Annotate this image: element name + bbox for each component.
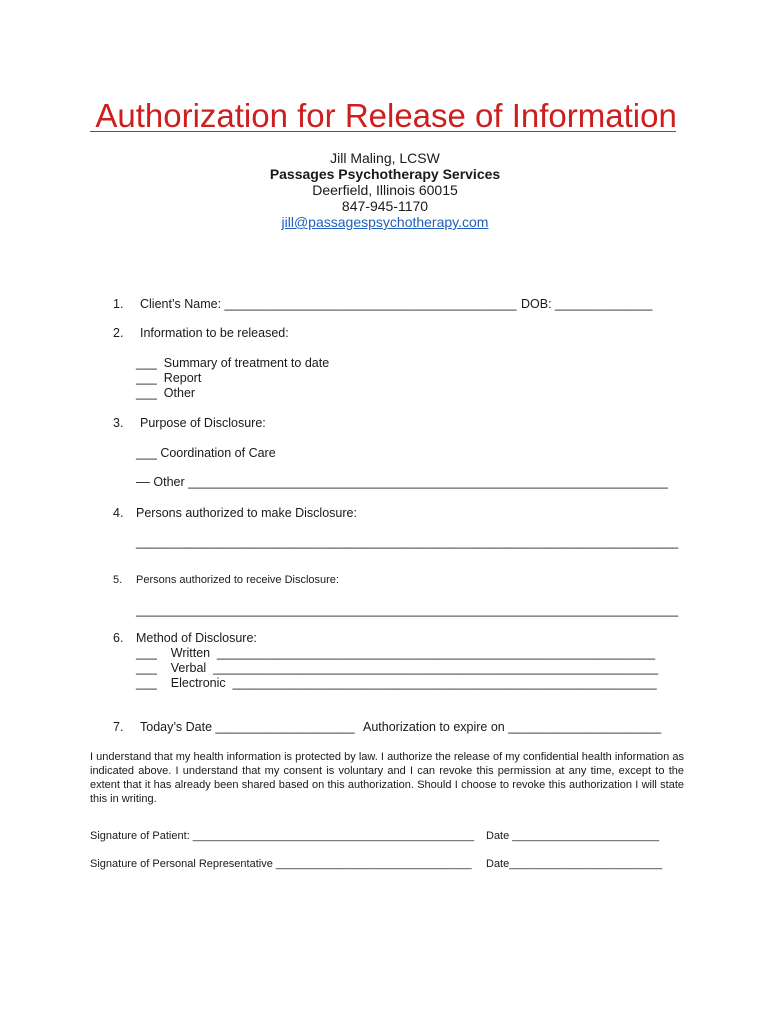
item-4-number: 4. [113,506,124,520]
representative-date-field[interactable]: Date_________________________ [486,858,663,870]
purpose-other-field[interactable]: –– Other _____________________________________________________________________ [136,475,668,489]
organization-city: Deerfield, Illinois 60015 [312,182,458,198]
todays-date-field[interactable]: Today’s Date ____________________ [140,720,355,734]
item-5-number: 5. [113,574,123,586]
organization-phone: 847-945-1170 [341,198,429,214]
option-summary-of-treatment[interactable]: ___ Summary of treatment to date [136,356,330,370]
item-7-number: 7. [113,720,124,734]
patient-date-field[interactable]: Date ________________________ [486,830,660,842]
organization-email-link[interactable]: jill@passagespsychotherapy.com [281,214,489,230]
patient-signature-field[interactable]: Signature of Patient: ______________________________________________ [90,830,475,842]
method-electronic-field[interactable]: ___ Electronic _____________________________________________________________ [136,676,657,690]
option-other[interactable]: ___ Other [136,386,196,400]
method-label: Method of Disclosure: [136,631,257,645]
consent-statement: I understand that my health information is protected by law. I authorize the release of my confidential health information as indicated above. I understand that my consent is voluntary and I can revoke this permission at any time, except to the extent that it has already been shared based on this authorization. Should I choose to revoke this authorization I will state this in writing. [90,751,684,805]
item-6-number: 6. [113,631,124,645]
method-verbal-field[interactable]: ___ Verbal ________________________________________________________________ [136,661,659,675]
option-coordination-of-care[interactable]: ___ Coordination of Care [136,446,276,460]
title-underline [90,131,676,132]
form-title: Authorization for Release of Information [88,97,677,134]
dob-field[interactable]: DOB: ______________ [521,297,653,311]
option-report[interactable]: ___ Report [136,371,202,385]
receive-disclosure-field[interactable]: ______________________________________________________________________________ [136,603,679,617]
representative-signature-field[interactable]: Signature of Personal Representative ________________________________ [90,858,472,870]
provider-name: Jill Maling, LCSW [330,150,440,166]
make-disclosure-label: Persons authorized to make Disclosure: [136,506,357,520]
item-1-number: 1. [113,297,124,311]
organization-name: Passages Psychotherapy Services [269,166,501,182]
make-disclosure-field[interactable]: ______________________________________________________________________________ [136,535,679,549]
item-3-number: 3. [113,416,124,430]
receive-disclosure-label: Persons authorized to receive Disclosure: [136,574,339,586]
info-released-label: Information to be released: [140,326,289,340]
expiration-date-field[interactable]: Authorization to expire on ______________________ [363,720,662,734]
purpose-label: Purpose of Disclosure: [140,416,266,430]
method-written-field[interactable]: ___ Written _______________________________________________________________ [136,646,656,660]
client-name-field[interactable]: Client’s Name: __________________________________________ [140,297,517,311]
item-2-number: 2. [113,326,124,340]
